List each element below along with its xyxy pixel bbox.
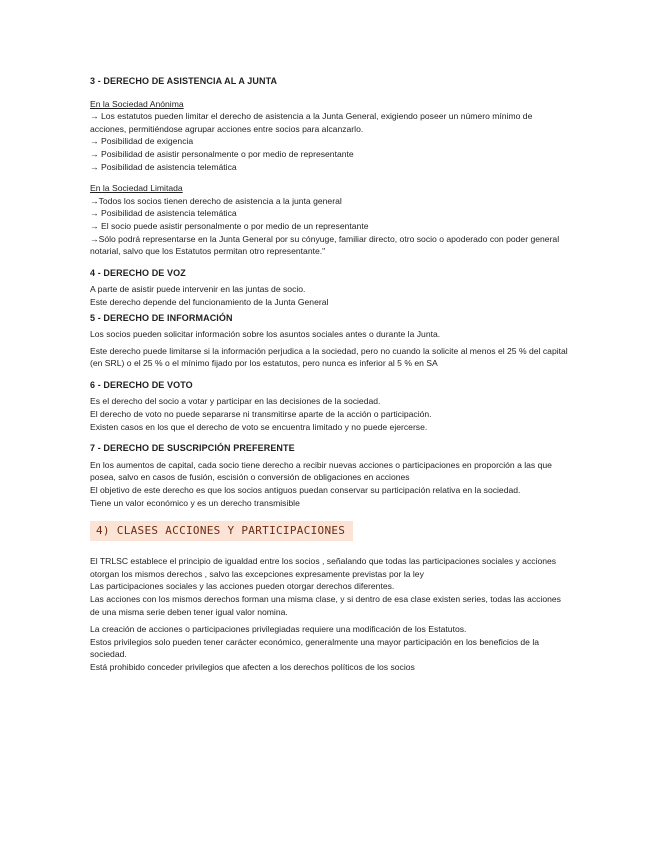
- sl-subheading: En la Sociedad Limitada: [90, 183, 183, 194]
- sa-line: → Los estatutos pueden limitar el derecho de asistencia a la Junta General, exigiendo poseer un número mínimo de acciones, permitiéndose agrupar acciones entre socios para alcanzarlo.: [90, 111, 533, 134]
- sl-line: → El socio puede asistir personalmente o por medio de un representante: [90, 220, 369, 231]
- privilegios-line: Estos privilegios solo pueden tener carácter económico, generalmente una mayor participación en los beneficios de la sociedad.: [90, 636, 540, 660]
- voto-line: El derecho de voto no puede separarse ni transmitirse aparte de la acción o participación.: [90, 409, 432, 420]
- sl-line: → Posibilidad de asistencia telemática: [90, 208, 237, 219]
- suscripcion-line: En los aumentos de capital, cada socio tiene derecho a recibir nuevas acciones o participaciones en proporción a las que posea, salvo en casos de fusión, escisión o conversión de obligaciones en acciones: [90, 459, 552, 483]
- clases-line: Las acciones con los mismos derechos forman una misma clase, y si dentro de esa clase existen series, todas las acciones de una misma serie deben tener igual valor nomina.: [90, 594, 561, 617]
- sa-line: → Posibilidad de asistencia telemática: [90, 161, 237, 172]
- privilegios-line: La creación de acciones o participaciones privilegiadas requiere una modificación de los Estatutos.: [90, 624, 467, 635]
- section-4-heading: 4 - DERECHO DE VOZ: [90, 267, 186, 278]
- section-7-heading: 7 - DERECHO DE SUSCRIPCIÓN PREFERENTE: [90, 443, 295, 454]
- suscripcion-line: Tiene un valor económico y es un derecho transmisible: [90, 497, 300, 508]
- section-5-heading: 5 - DERECHO DE INFORMACIÓN: [90, 312, 233, 323]
- voto-line: Existen casos en los que el derecho de voto se encuentra limitado y no puede ejercerse.: [90, 421, 428, 432]
- privilegios-line: Está prohibido conceder privilegios que afecten a los derechos políticos de los socios: [90, 661, 415, 672]
- sa-line: → Posibilidad de asistir personalmente o por medio de representante: [90, 148, 354, 159]
- section-banner: 4) CLASES ACCIONES Y PARTICIPACIONES: [90, 521, 353, 541]
- suscripcion-line: El objetivo de este derecho es que los socios antiguos puedan conservar su participación relativa en la sociedad.: [90, 485, 521, 496]
- sl-line: →Todos los socios tienen derecho de asistencia a la junta general: [90, 195, 342, 206]
- sa-subheading: En la Sociedad Anónima: [90, 98, 184, 109]
- sa-line: → Posibilidad de exigencia: [90, 136, 194, 147]
- voto-line: Es el derecho del socio a votar y participar en las decisiones de la sociedad.: [90, 396, 381, 407]
- info-paragraph: Los socios pueden solicitar información sobre los asuntos sociales antes o durante la Junta.: [90, 329, 441, 340]
- section-6-heading: 6 - DERECHO DE VOTO: [90, 379, 193, 390]
- voz-line: A parte de asistir puede intervenir en las juntas de socio.: [90, 284, 306, 295]
- clases-line: Las participaciones sociales y las acciones pueden otorgar derechos diferentes.: [90, 581, 395, 592]
- voz-line: Este derecho depende del funcionamiento de la Junta General: [90, 296, 329, 307]
- info-paragraph: Este derecho puede limitarse si la información perjudica a la sociedad, pero no cuando la solicite al menos el 25 % del capital (en SRL) o el 25 % o el mínimo fijado por los estatutos, pero nunca es inferior al 5 % en SA: [90, 345, 568, 369]
- section-3-heading: 3 - DERECHO DE ASISTENCIA AL A JUNTA: [90, 76, 278, 86]
- document-content: [90, 75, 570, 674]
- clases-line: El TRLSC establece el principio de igualdad entre los socios , señalando que todas las participaciones sociales y acciones otorgan los mismos derechos , salvo las excepciones expresamente previstas por la ley: [90, 556, 557, 579]
- sl-line: →Sólo podrá representarse en la Junta General por su cónyuge, familiar directo, otro socio o apoderado con poder general notarial, salvo que los Estatutos permitan otro representante.": [90, 233, 560, 257]
